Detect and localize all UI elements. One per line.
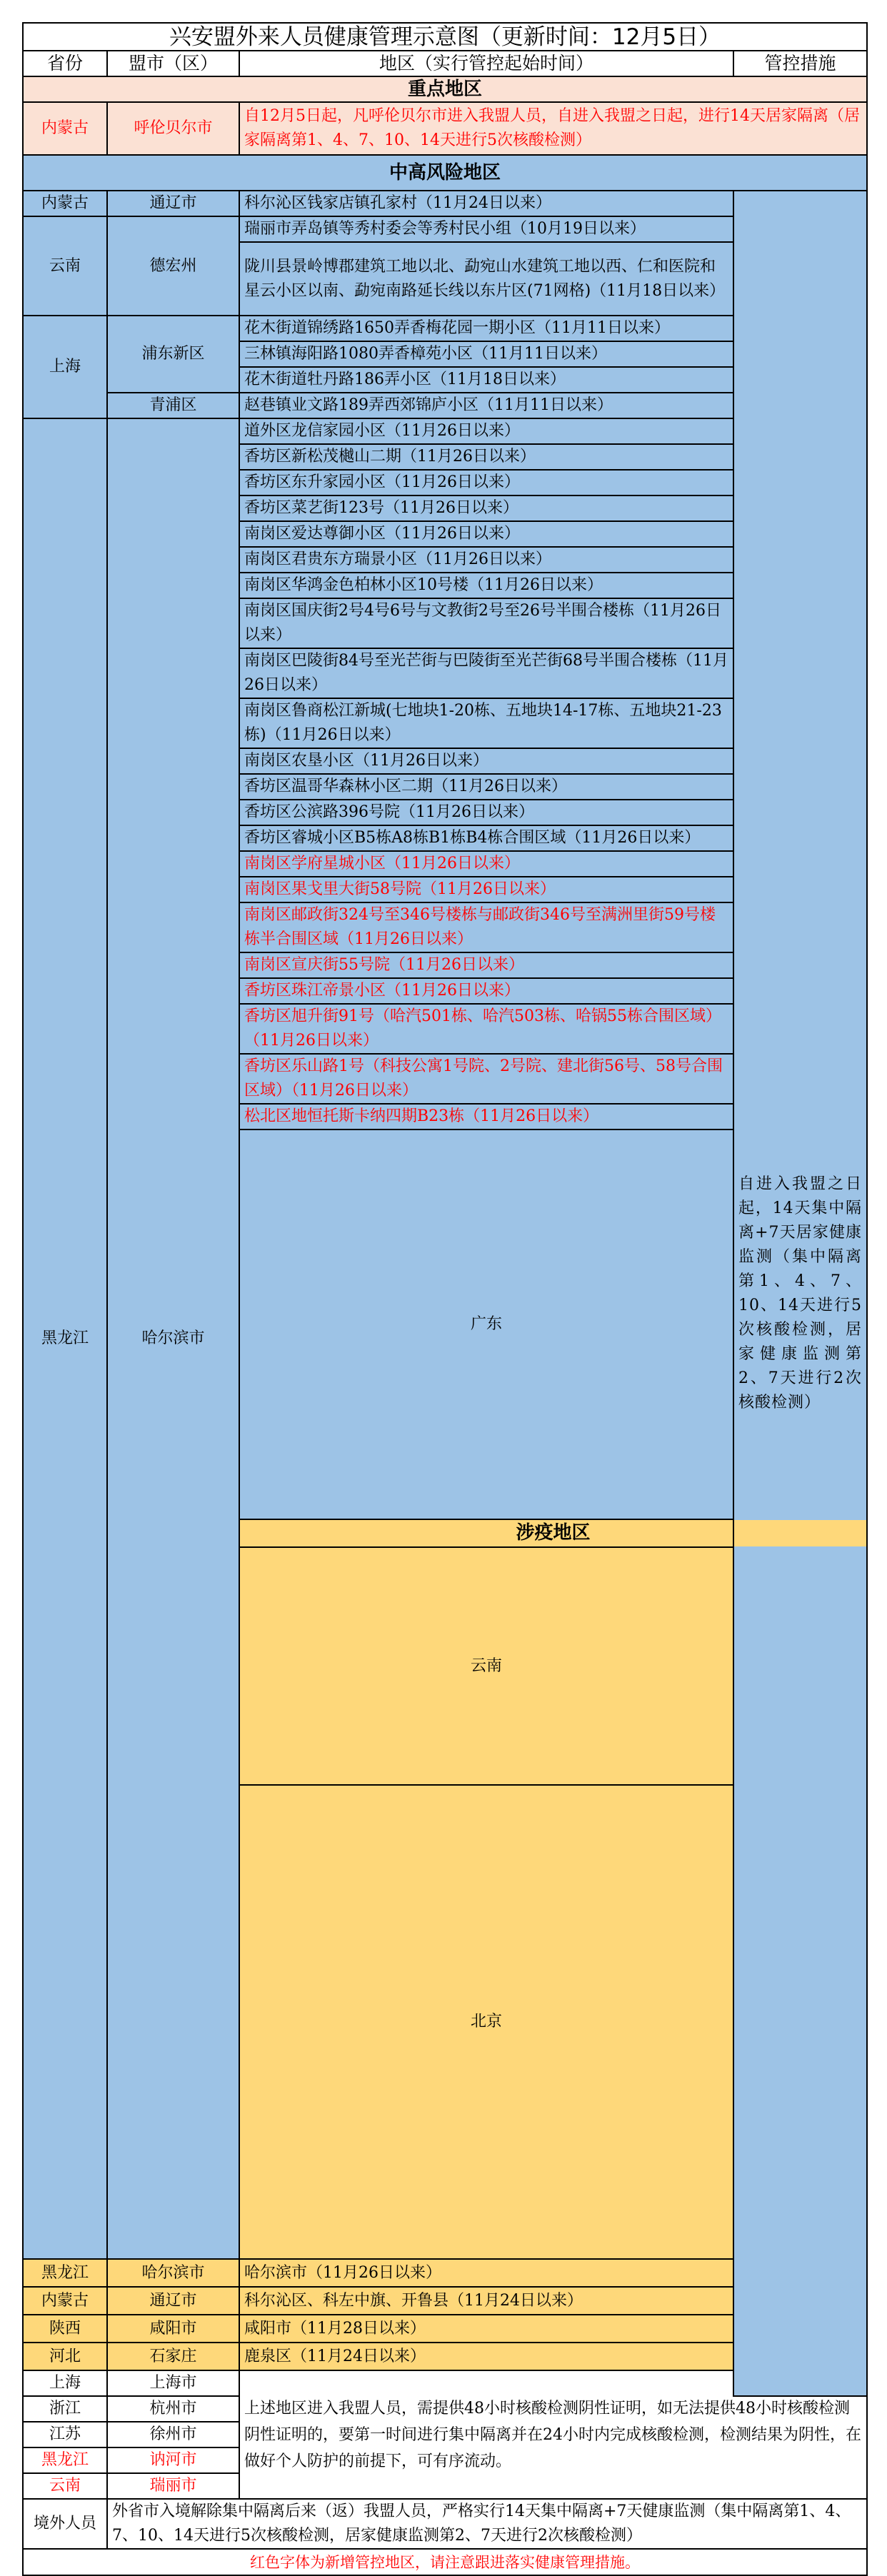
- header-province: 省份: [23, 51, 107, 76]
- area-cell: 香坊区新松茂樾山二期（11月26日以来）: [239, 444, 733, 470]
- province-cell: 上海: [23, 2370, 107, 2396]
- header-area: 地区（实行管控起始时间）: [239, 51, 733, 76]
- province-cell: 河北: [23, 2343, 107, 2370]
- header-measures: 管控措施: [733, 51, 867, 76]
- province-cell: 黑龙江: [23, 418, 107, 2259]
- key-area-text: 自12月5日起，凡呼伦贝尔市进入我盟人员，自进入我盟之日起，进行14天居家隔离（居家隔离第1、4、7、10、14天进行5次核酸检测）: [239, 102, 867, 155]
- city-cell: 浦东新区: [107, 316, 239, 393]
- area-cell: 道外区龙信家园小区（11月26日以来）: [239, 418, 733, 444]
- area-cell: 瑞丽市弄岛镇等秀村委会等秀村民小组（10月19日以来）: [239, 216, 733, 242]
- high-risk-measure: 自进入我盟之日起，14天集中隔离+7天居家健康监测（集中隔离第1、4、7、10、14天进行5次核酸检测，居家健康监测第2、7天进行2次核酸检测）: [733, 191, 867, 2396]
- city-cell: 杭州市: [107, 2396, 239, 2422]
- health-management-table: [22, 22, 868, 2576]
- area-cell: 香坊区睿城小区B5栋A8栋B1栋B4栋合围区域（11月26日以来）: [239, 825, 733, 851]
- page-title: 兴安盟外来人员健康管理示意图（更新时间：12月5日）: [23, 23, 867, 51]
- province-cell: 云南: [23, 216, 107, 316]
- header-city: 盟市（区）: [107, 51, 239, 76]
- footnote: 红色字体为新增管控地区，请注意跟进落实健康管理措施。: [23, 2549, 867, 2575]
- new-area-cell: 香坊区乐山路1号（科技公寓1号院、2号院、建北街56号、58号合围区域）（11月26日以来）: [239, 1054, 733, 1104]
- province-cell: 北京: [239, 1785, 733, 2259]
- key-city: 呼伦贝尔市: [107, 102, 239, 155]
- province-cell: 江苏: [23, 2422, 107, 2447]
- area-cell: 赵巷镇业文路189弄西郊锦庐小区（11月11日以来）: [239, 393, 733, 418]
- area-cell: 陇川县景岭博郡建筑工地以北、勐宛山水建筑工地以西、仁和医院和星云小区以南、勐宛南路延长线以东片区(71网格)（11月18日以来）: [239, 242, 733, 316]
- city-cell: 上海市: [107, 2370, 239, 2396]
- area-cell: 南岗区鲁商松江新城(七地块1-20栋、五地块14-17栋、五地块21-23栋)（11月26日以来）: [239, 698, 733, 748]
- city-cell: 通辽市: [107, 191, 239, 216]
- area-cell: 科尔沁区钱家店镇孔家村（11月24日以来）: [239, 191, 733, 216]
- new-city-cell: 瑞丽市: [107, 2473, 239, 2499]
- province-cell: 云南: [239, 1547, 733, 1785]
- area-cell: 香坊区东升家园小区（11月26日以来）: [239, 470, 733, 495]
- area-cell: 哈尔滨市（11月26日以来）: [239, 2259, 733, 2287]
- new-area-cell: 香坊区旭升街91号（哈汽501栋、哈汽503栋、哈锅55栋合围区域）（11月26日以来）: [239, 1004, 733, 1054]
- other-area-text: 上述地区进入我盟人员，需提供48小时核酸检测阴性证明，如无法提供48小时核酸检测阴性证明的，要第一时间进行集中隔离并在24小时内完成核酸检测，检测结果为阴性，在做好个人防护的前提下，可有序流动。: [239, 2370, 867, 2499]
- area-cell: 南岗区华鸿金色柏林小区10号楼（11月26日以来）: [239, 573, 733, 598]
- overseas-text: 外省市入境解除集中隔离后来（返）我盟人员，严格实行14天集中隔离+7天健康监测（集中隔离第1、4、7、10、14天进行5次核酸检测，居家健康监测第2、7天进行2次核酸检测）: [107, 2499, 867, 2549]
- area-cell: 三林镇海阳路1080弄香樟苑小区（11月11日以来）: [239, 341, 733, 367]
- area-cell: 香坊区公滨路396号院（11月26日以来）: [239, 800, 733, 825]
- city-cell: 徐州市: [107, 2422, 239, 2447]
- province-cell: 广东: [239, 1129, 733, 1519]
- city-cell: 哈尔滨市: [107, 418, 239, 2259]
- area-cell: 南岗区巴陵街84号至光芒街与巴陵街至光芒街68号半围合楼栋（11月26日以来）: [239, 648, 733, 698]
- area-cell: 南岗区爱达尊御小区（11月26日以来）: [239, 521, 733, 547]
- city-cell: 石家庄: [107, 2343, 239, 2370]
- area-cell: 鹿泉区（11月24日以来）: [239, 2343, 733, 2370]
- area-cell: 咸阳市（11月28日以来）: [239, 2315, 733, 2343]
- new-area-cell: 南岗区果戈里大街58号院（11月26日以来）: [239, 877, 733, 902]
- new-province-cell: 云南: [23, 2473, 107, 2499]
- area-cell: 香坊区菜艺街123号（11月26日以来）: [239, 495, 733, 521]
- new-province-cell: 黑龙江: [23, 2447, 107, 2473]
- city-cell: 通辽市: [107, 2287, 239, 2315]
- city-cell: 德宏州: [107, 216, 239, 316]
- area-cell: 南岗区国庆街2号4号6号与文教街2号至26号半围合楼栋（11月26日以来）: [239, 598, 733, 648]
- section-high-risk: 中高风险地区: [23, 155, 867, 191]
- new-area-cell: 松北区地恒托斯卡纳四期B23栋（11月26日以来）: [239, 1104, 733, 1129]
- city-cell: 哈尔滨市: [107, 2259, 239, 2287]
- new-area-cell: 南岗区宣庆街55号院（11月26日以来）: [239, 952, 733, 978]
- new-area-cell: 南岗区学府星城小区（11月26日以来）: [239, 851, 733, 877]
- new-area-cell: 南岗区邮政街324号至346号楼栋与邮政街346号至满洲里街59号楼栋半合围区域（11月26日以来）: [239, 902, 733, 952]
- key-province: 内蒙古: [23, 102, 107, 155]
- province-cell: 浙江: [23, 2396, 107, 2422]
- area-cell: 南岗区农垦小区（11月26日以来）: [239, 748, 733, 774]
- overseas-label: 境外人员: [23, 2499, 107, 2549]
- province-cell: 上海: [23, 316, 107, 418]
- city-cell: 青浦区: [107, 393, 239, 418]
- province-cell: 黑龙江: [23, 2259, 107, 2287]
- area-cell: 南岗区君贵东方瑞景小区（11月26日以来）: [239, 547, 733, 573]
- new-city-cell: 讷河市: [107, 2447, 239, 2473]
- province-cell: 内蒙古: [23, 2287, 107, 2315]
- province-cell: 陕西: [23, 2315, 107, 2343]
- new-area-cell: 香坊区珠江帝景小区（11月26日以来）: [239, 978, 733, 1004]
- area-cell: 香坊区温哥华森林小区二期（11月26日以来）: [239, 774, 733, 800]
- section-key-area: 重点地区: [23, 76, 867, 102]
- province-cell: 内蒙古: [23, 191, 107, 216]
- area-cell: 科尔沁区、科左中旗、开鲁县（11月24日以来）: [239, 2287, 733, 2315]
- section-epidemic: 涉疫地区: [239, 1519, 867, 1547]
- area-cell: 花木街道牡丹路186弄小区（11月18日以来）: [239, 367, 733, 393]
- area-cell: 花木街道锦绣路1650弄香梅花园一期小区（11月11日以来）: [239, 316, 733, 341]
- city-cell: 咸阳市: [107, 2315, 239, 2343]
